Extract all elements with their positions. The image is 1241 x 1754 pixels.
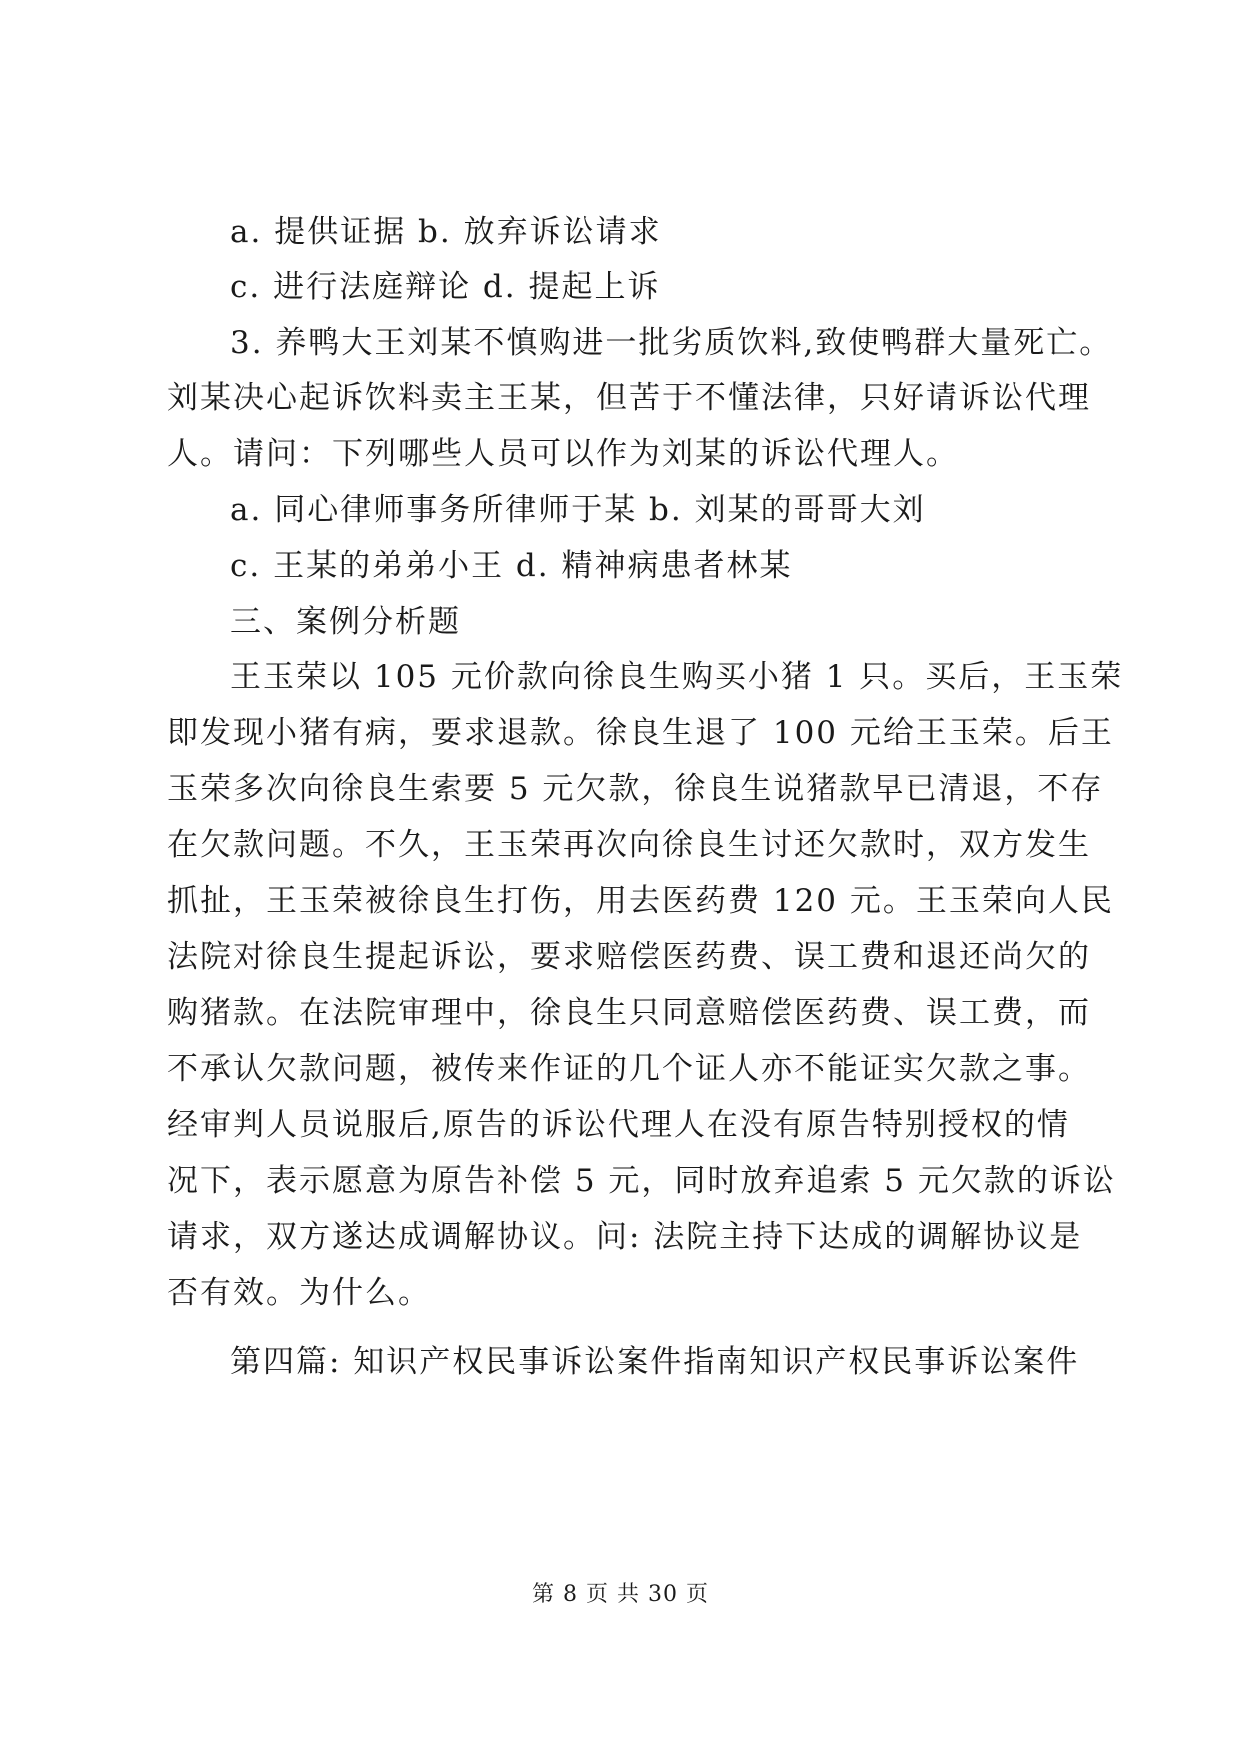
question-3-line-3: 人。请问：下列哪些人员可以作为刘某的诉讼代理人。 [167, 436, 959, 472]
case-paragraph-line: 王玉荣以 105 元价款向徐良生购买小猪 1 只。买后，王玉荣 [230, 659, 1124, 695]
page-number: 第 8 页 共 30 页 [532, 1582, 709, 1607]
option-line-cd-q3: c. 王某的弟弟小王 d. 精神病患者林某 [230, 548, 793, 584]
section-heading: 三、案例分析题 [230, 604, 461, 640]
question-3-line-1: 3. 养鸭大王刘某不慎购进一批劣质饮料,致使鸭群大量死亡。 [230, 325, 1113, 361]
option-line-cd-q2: c. 进行法庭辩论 d. 提起上诉 [230, 269, 661, 305]
case-paragraph-line: 即发现小猪有病，要求退款。徐良生退了 100 元给王玉荣。后王 [167, 715, 1114, 751]
case-paragraph-line: 购猪款。在法院审理中，徐良生只同意赔偿医药费、误工费，而 [167, 995, 1091, 1031]
case-paragraph-line: 况下，表示愿意为原告补偿 5 元，同时放弃追索 5 元欠款的诉讼 [167, 1163, 1116, 1199]
chapter-heading: 第四篇: 知识产权民事诉讼案件指南知识产权民事诉讼案件 [230, 1344, 1080, 1380]
option-line-ab-q2: a. 提供证据 b. 放弃诉讼请求 [230, 214, 662, 250]
case-paragraph-line: 经审判人员说服后,原告的诉讼代理人在没有原告特别授权的情 [167, 1107, 1070, 1143]
question-3-line-2: 刘某决心起诉饮料卖主王某，但苦于不懂法律，只好请诉讼代理 [167, 380, 1091, 416]
case-paragraph-line: 抓扯，王玉荣被徐良生打伤，用去医药费 120 元。王玉荣向人民 [167, 883, 1114, 919]
case-paragraph-line: 请求，双方遂达成调解协议。问: 法院主持下达成的调解协议是 [167, 1219, 1083, 1255]
case-paragraph-line: 法院对徐良生提起诉讼，要求赔偿医药费、误工费和退还尚欠的 [167, 939, 1091, 975]
case-paragraph-line: 玉荣多次向徐良生索要 5 元欠款，徐良生说猪款早已清退，不存 [167, 771, 1104, 807]
case-paragraph-line: 否有效。为什么。 [167, 1275, 431, 1311]
case-paragraph-line: 在欠款问题。不久，王玉荣再次向徐良生讨还欠款时，双方发生 [167, 827, 1091, 863]
case-paragraph-line: 不承认欠款问题，被传来作证的几个证人亦不能证实欠款之事。 [167, 1051, 1091, 1087]
option-line-ab-q3: a. 同心律师事务所律师于某 b. 刘某的哥哥大刘 [230, 492, 926, 528]
